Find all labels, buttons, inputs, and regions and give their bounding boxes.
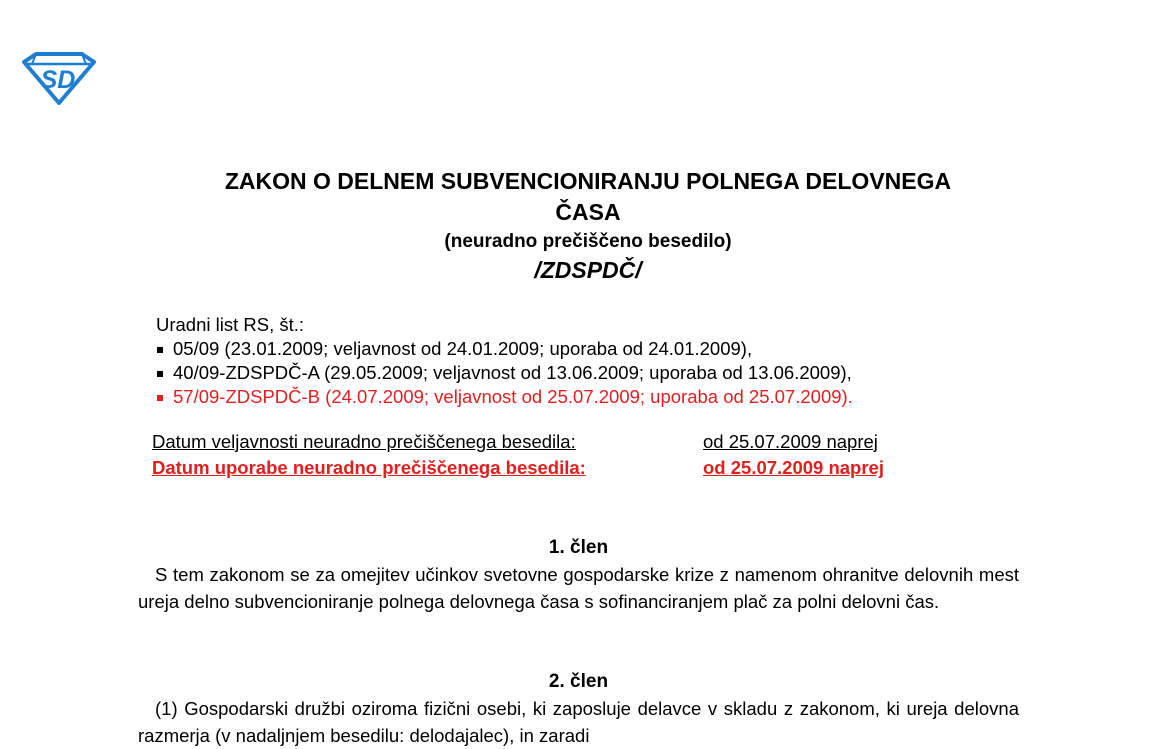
validity-date-value: od 25.07.2009 naprej [703,431,878,452]
article-1 [138,535,1019,615]
gazette-item-highlighted [156,385,1056,409]
consolidation-dates [152,429,1052,481]
law-abbreviation: /ZDSPDČ/ [534,257,642,283]
law-subtitle: (neuradno prečiščeno besedilo) [444,231,732,252]
article-heading: 2. člen [548,671,609,692]
bullet-icon [157,347,163,353]
gazette-item-text: 40/09-ZDSPDČ-A (29.05.2009; veljavnost od 13.06.2009; uporaba od 13.06.2009), [173,362,852,383]
gazette-item-text: 57/09-ZDSPDČ-B (24.07.2009; veljavnost od 25.07.2009; uporaba od 25.07.2009). [173,386,853,407]
article-2 [138,669,1019,749]
sd-logo-icon [22,50,96,106]
usage-date-row [152,455,1052,481]
validity-date-row [152,429,1052,455]
bullet-icon [157,371,163,377]
article-body: S tem zakonom se za omejitev učinkov svetovne gospodarske krize z namenom ohranitve delovnih mest ureja delno subvencioniranje polnega delovnega časa s sofinanciranjem plač za polni delovni čas. [138,564,1019,612]
official-gazette-list [156,313,1056,409]
article-body: (1) Gospodarski družbi oziroma fizični osebi, ki zaposluje delavce v skladu z zakonom, ki ureja delovna razmerja (v nadaljnjem besedilu: delodajalec), in zaradi [138,698,1019,746]
bullet-icon [157,395,163,401]
article-heading: 1. člen [548,537,609,558]
logo-letters: SD [40,66,76,94]
usage-date-value: od 25.07.2009 naprej [703,457,884,478]
validity-date-label: Datum veljavnosti neuradno prečiščenega besedila: [152,431,576,452]
gazette-item [156,361,1056,385]
gazette-item-text: 05/09 (23.01.2009; veljavnost od 24.01.2009; uporaba od 24.01.2009), [173,338,753,359]
usage-date-label: Datum uporabe neuradno prečiščenega besedila: [152,457,586,478]
gazette-item [156,337,1056,361]
gazette-heading: Uradni list RS, št.: [156,314,305,335]
law-title-line-2: ČASA [555,199,621,225]
title-block [138,166,1038,285]
law-title-line-1: ZAKON O DELNEM SUBVENCIONIRANJU POLNEGA DELOVNEGA [224,168,952,194]
